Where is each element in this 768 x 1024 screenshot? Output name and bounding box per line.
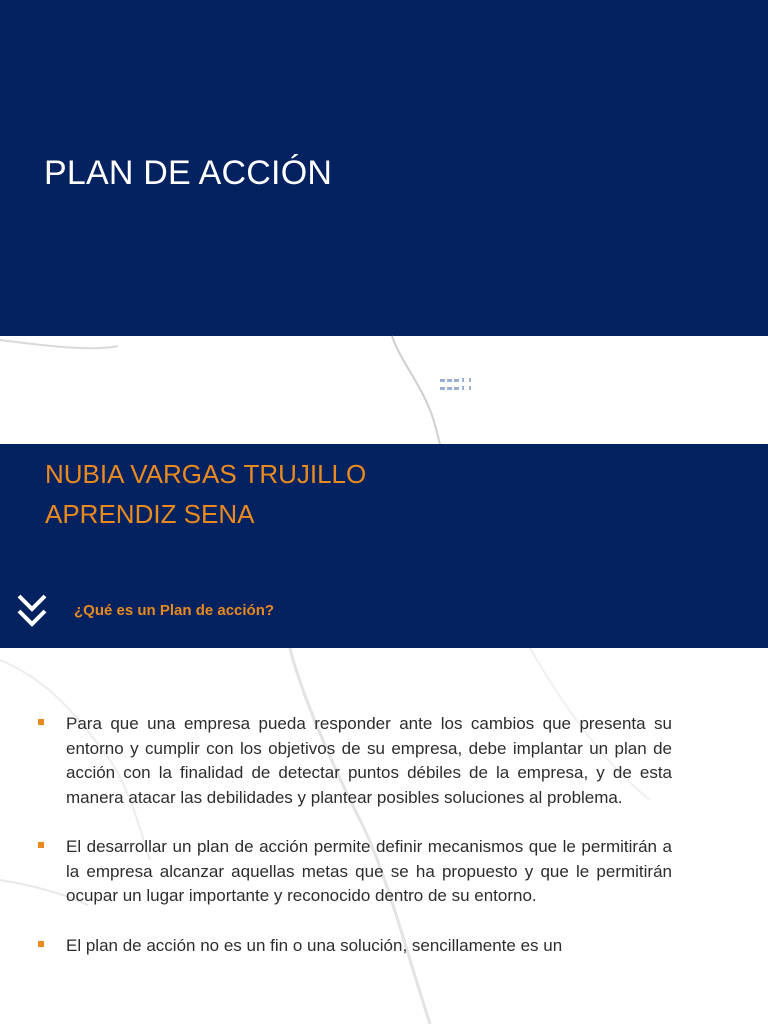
bullet-item	[36, 835, 672, 909]
slide-title: PLAN DE ACCIÓN	[44, 154, 333, 192]
bullet-list	[36, 712, 672, 983]
bullet-item	[36, 934, 672, 959]
bullet-text: El desarrollar un plan de acción permite definir mecanismos que le permitirán a la empresa alcanzar aquellas metas que se ha propuesto y que le permitirán ocupar un lugar importante y reconocido dentro de su entorno.	[66, 837, 672, 905]
author-role: APRENDIZ SENA	[45, 499, 255, 529]
dots-decoration	[440, 377, 474, 393]
white-strip	[0, 336, 768, 444]
square-bullet-icon	[38, 842, 44, 848]
section-question: ¿Qué es un Plan de acción?	[74, 602, 275, 619]
double-chevron-down-icon	[16, 592, 48, 630]
bullet-text: Para que una empresa pueda responder ante los cambios que presenta su entorno y cumplir con los objetivos de su empresa, debe implantar un plan de acción con la finalidad de detectar puntos débiles de la empresa, y de esta manera atacar las debilidades y plantear posibles soluciones al problema.	[66, 714, 672, 807]
square-bullet-icon	[38, 941, 44, 947]
bullet-text: El plan de acción no es un fin o una solución, sencillamente es un	[66, 935, 563, 955]
square-bullet-icon	[38, 719, 44, 725]
bullet-item	[36, 712, 672, 810]
author-name: NUBIA VARGAS TRUJILLO	[45, 459, 367, 489]
